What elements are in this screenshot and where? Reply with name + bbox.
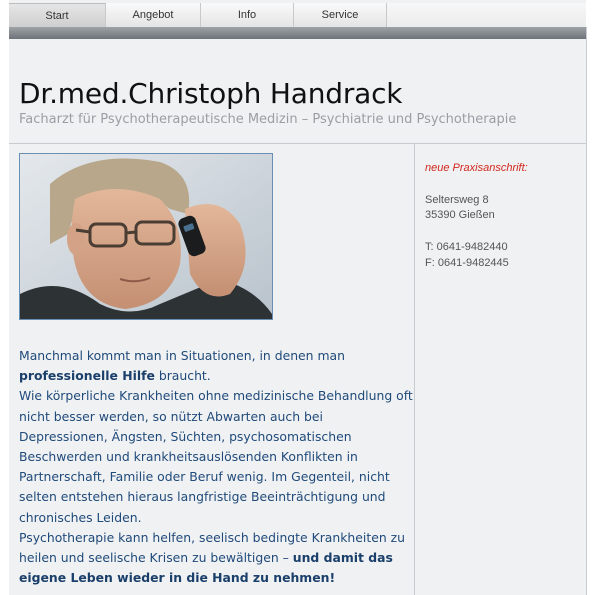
intro-paragraph-2: Wie körperliche Krankheiten ohne medizinische Behandlung oft nicht besser werden, so nützt Abwarten auch bei Depressionen, Ängsten, Süchten, psychosomatischen Beschwerden und krankheitsauslösenden Konflikten in Partnerschaft, Familie oder Beruf wenig. Im Gegenteil, nicht selten entstehen hieraus langfristige Beeinträchtigung und chronisches Leiden. — [19, 388, 413, 525]
contact-sidebar — [415, 144, 586, 595]
intro-line-1-end: braucht. — [154, 368, 211, 384]
new-address-note: neue Praxisanschrift: — [425, 162, 528, 174]
intro-text — [19, 346, 413, 588]
address-city: 35390 Gießen — [425, 209, 495, 221]
main-content — [9, 144, 415, 595]
address-street: Seltersweg 8 — [425, 194, 489, 206]
tab-angebot[interactable]: Angebot — [106, 3, 201, 27]
nav-filler — [387, 3, 586, 27]
portrait-icon — [20, 154, 272, 319]
nav-divider-bar — [9, 27, 586, 39]
page-title: Dr.med.Christoph Handrack — [19, 77, 403, 110]
page-border — [586, 27, 587, 595]
tab-start[interactable]: Start — [9, 3, 106, 27]
intro-paragraph-3: Psychotherapie kann helfen, seelisch bedingte Krankheiten zu heilen und seelische Krisen zu bewältigen – — [19, 529, 405, 566]
intro-line-1: Manchmal kommt man in Situationen, in denen man — [19, 348, 345, 363]
intro-bold-help: professionelle Hilfe — [19, 368, 155, 384]
main-nav — [9, 3, 586, 27]
phone-number: T: 0641-9482440 — [425, 241, 508, 253]
tab-info[interactable]: Info — [201, 3, 294, 27]
tab-service[interactable]: Service — [294, 3, 387, 27]
intro-bold-closing: und damit das eigene Leben wieder in die Hand zu nehmen! — [19, 550, 393, 586]
page-header — [9, 39, 586, 144]
fax-number: F: 0641-9482445 — [425, 257, 509, 269]
page-subtitle: Facharzt für Psychotherapeutische Medizin – Psychiatrie und Psychotherapie — [19, 112, 517, 127]
doctor-photo — [19, 153, 273, 320]
